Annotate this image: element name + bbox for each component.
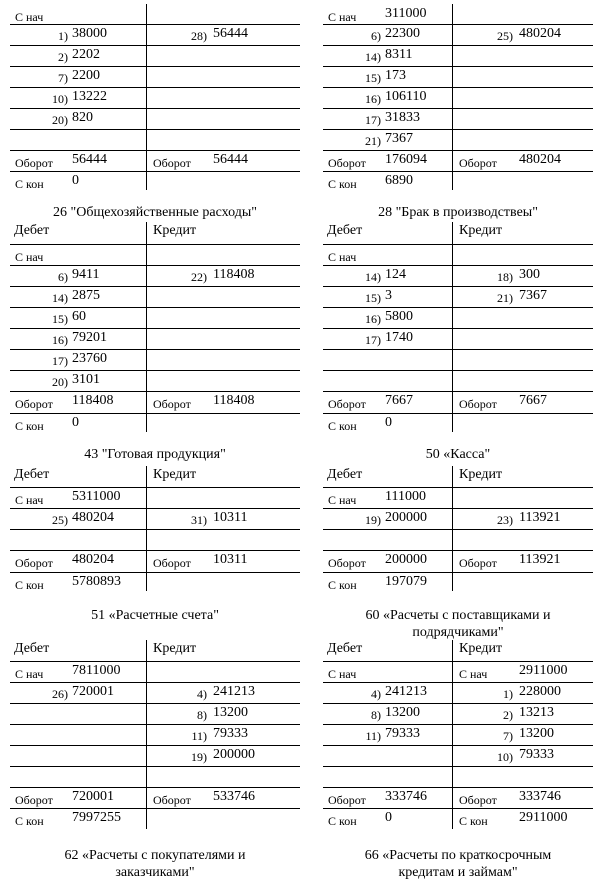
row-label: Оборот <box>459 397 497 411</box>
entry-ref: 7) <box>58 71 68 85</box>
debit-header: Дебет <box>327 223 363 238</box>
entry-ref: 20) <box>52 375 68 389</box>
credit-header: Кредит <box>153 467 197 482</box>
row-rule <box>323 682 593 683</box>
debit-amount: 9411 <box>72 267 100 282</box>
debit-amount: 7997255 <box>72 810 121 825</box>
row-rule <box>323 307 593 308</box>
row-rule <box>323 129 593 130</box>
credit-amount: 2911000 <box>519 810 568 825</box>
debit-amount: 0 <box>72 415 79 430</box>
row-rule <box>323 808 593 809</box>
row-label: С нач <box>459 667 488 681</box>
account-divider <box>452 244 453 432</box>
debit-amount: 311000 <box>385 6 427 21</box>
entry-ref: 15) <box>365 71 381 85</box>
row-rule <box>323 108 593 109</box>
debit-header: Дебет <box>14 641 50 656</box>
row-rule <box>323 391 593 392</box>
debit-amount: 2875 <box>72 288 100 303</box>
header-rule <box>323 661 593 662</box>
entry-ref: 19) <box>365 513 381 527</box>
row-rule <box>10 265 300 266</box>
header-divider <box>146 640 147 661</box>
row-rule <box>10 349 300 350</box>
row-label: Оборот <box>15 556 53 570</box>
credit-amount: 10311 <box>213 510 248 525</box>
row-label: Оборот <box>459 556 497 570</box>
row-rule <box>323 286 593 287</box>
entry-ref: 20) <box>52 113 68 127</box>
debit-amount: 56444 <box>72 152 107 167</box>
row-label: С нач <box>328 493 357 507</box>
debit-amount: 13200 <box>385 705 420 720</box>
row-rule <box>323 45 593 46</box>
account-title: 51 «Расчетные счета" <box>91 608 219 623</box>
credit-amount: 113921 <box>519 552 561 567</box>
row-label: Оборот <box>15 793 53 807</box>
row-rule <box>10 66 300 67</box>
header-rule <box>10 487 300 488</box>
debit-amount: 241213 <box>385 684 427 699</box>
credit-header: Кредит <box>459 467 503 482</box>
debit-amount: 7367 <box>385 131 413 146</box>
debit-amount: 2202 <box>72 47 100 62</box>
debit-amount: 0 <box>385 415 392 430</box>
row-label: С нач <box>15 250 44 264</box>
credit-amount: 480204 <box>519 26 561 41</box>
entry-ref: 4) <box>197 687 207 701</box>
debit-amount: 13222 <box>72 89 107 104</box>
row-label: С нач <box>328 10 357 24</box>
row-rule <box>323 787 593 788</box>
entry-ref: 6) <box>58 270 68 284</box>
row-label: С кон <box>15 578 44 592</box>
account-title: 26 "Общехозяйственные расходы" <box>53 205 257 220</box>
row-rule <box>10 24 300 25</box>
row-rule <box>323 66 593 67</box>
debit-amount: 3 <box>385 288 392 303</box>
row-label: С кон <box>459 814 488 828</box>
row-label: Оборот <box>328 397 366 411</box>
entry-ref: 10) <box>497 750 513 764</box>
entry-ref: 17) <box>365 113 381 127</box>
credit-amount: 118408 <box>213 267 255 282</box>
debit-amount: 3101 <box>72 372 100 387</box>
debit-amount: 480204 <box>72 510 114 525</box>
debit-amount: 38000 <box>72 26 107 41</box>
credit-header: Кредит <box>153 641 197 656</box>
row-rule <box>10 129 300 130</box>
row-rule <box>10 682 300 683</box>
credit-amount: 7667 <box>519 393 547 408</box>
row-rule <box>10 370 300 371</box>
entry-ref: 2) <box>58 50 68 64</box>
row-rule <box>10 307 300 308</box>
credit-amount: 300 <box>519 267 540 282</box>
account-title: кредитам и займам" <box>398 865 518 880</box>
credit-amount: 56444 <box>213 152 248 167</box>
row-rule <box>10 508 300 509</box>
credit-amount: 113921 <box>519 510 561 525</box>
debit-amount: 23760 <box>72 351 107 366</box>
row-rule <box>10 550 300 551</box>
entry-ref: 1) <box>503 687 513 701</box>
row-label: С кон <box>328 814 357 828</box>
row-rule <box>10 572 300 573</box>
debit-amount: 200000 <box>385 510 427 525</box>
entry-ref: 16) <box>365 92 381 106</box>
account-divider <box>146 4 147 190</box>
debit-header: Дебет <box>327 641 363 656</box>
entry-ref: 22) <box>191 270 207 284</box>
row-label: С кон <box>15 814 44 828</box>
row-label: С кон <box>328 419 357 433</box>
row-rule <box>10 529 300 530</box>
account-divider <box>452 4 453 190</box>
debit-amount: 8311 <box>385 47 413 62</box>
debit-amount: 6890 <box>385 173 413 188</box>
header-divider <box>452 222 453 244</box>
debit-amount: 5780893 <box>72 574 121 589</box>
row-rule <box>323 171 593 172</box>
row-rule <box>10 87 300 88</box>
row-rule <box>323 529 593 530</box>
credit-amount: 480204 <box>519 152 561 167</box>
account-title: 60 «Расчеты с поставщиками и <box>365 608 551 623</box>
row-rule <box>10 703 300 704</box>
row-label: Оборот <box>459 156 497 170</box>
row-label: С кон <box>328 177 357 191</box>
entry-ref: 17) <box>52 354 68 368</box>
row-label: С кон <box>15 419 44 433</box>
entry-ref: 26) <box>52 687 68 701</box>
credit-header: Кредит <box>459 223 503 238</box>
header-divider <box>452 466 453 487</box>
debit-amount: 60 <box>72 309 86 324</box>
entry-ref: 16) <box>52 333 68 347</box>
row-label: Оборот <box>15 156 53 170</box>
row-rule <box>10 745 300 746</box>
debit-amount: 5311000 <box>72 489 121 504</box>
row-rule <box>323 703 593 704</box>
entry-ref: 10) <box>52 92 68 106</box>
debit-amount: 22300 <box>385 26 420 41</box>
row-label: С кон <box>328 578 357 592</box>
row-rule <box>10 171 300 172</box>
entry-ref: 21) <box>365 134 381 148</box>
debit-amount: 124 <box>385 267 406 282</box>
row-label: С кон <box>15 177 44 191</box>
debit-amount: 480204 <box>72 552 114 567</box>
credit-amount: 79333 <box>519 747 554 762</box>
debit-amount: 79333 <box>385 726 420 741</box>
row-rule <box>323 349 593 350</box>
account-divider <box>452 487 453 591</box>
row-rule <box>323 550 593 551</box>
row-rule <box>323 413 593 414</box>
entry-ref: 25) <box>52 513 68 527</box>
row-rule <box>323 87 593 88</box>
debit-amount: 200000 <box>385 552 427 567</box>
row-rule <box>10 787 300 788</box>
entry-ref: 17) <box>365 333 381 347</box>
header-divider <box>146 466 147 487</box>
account-divider <box>146 244 147 432</box>
row-rule <box>10 286 300 287</box>
debit-amount: 5800 <box>385 309 413 324</box>
credit-amount: 13200 <box>519 726 554 741</box>
account-title: 50 «Касса" <box>425 447 491 462</box>
debit-amount: 7811000 <box>72 663 121 678</box>
entry-ref: 14) <box>365 50 381 64</box>
row-label: Оборот <box>328 156 366 170</box>
row-label: Оборот <box>153 556 191 570</box>
header-rule <box>10 661 300 662</box>
account-title: подрядчиками" <box>412 625 504 640</box>
entry-ref: 15) <box>365 291 381 305</box>
credit-amount: 228000 <box>519 684 561 699</box>
account-title: 62 «Расчеты с покупателями и <box>64 848 246 863</box>
row-rule <box>323 724 593 725</box>
credit-amount: 200000 <box>213 747 255 762</box>
credit-amount: 56444 <box>213 26 248 41</box>
credit-amount: 333746 <box>519 789 561 804</box>
entry-ref: 31) <box>191 513 207 527</box>
entry-ref: 6) <box>371 29 381 43</box>
debit-amount: 118408 <box>72 393 114 408</box>
debit-amount: 7667 <box>385 393 413 408</box>
row-rule <box>10 108 300 109</box>
row-rule <box>323 370 593 371</box>
debit-amount: 0 <box>385 810 392 825</box>
debit-amount: 106110 <box>385 89 427 104</box>
entry-ref: 8) <box>371 708 381 722</box>
row-rule <box>323 328 593 329</box>
credit-amount: 13200 <box>213 705 248 720</box>
credit-amount: 241213 <box>213 684 255 699</box>
header-rule <box>10 244 300 245</box>
row-label: Оборот <box>153 156 191 170</box>
row-rule <box>10 413 300 414</box>
row-label: Оборот <box>15 397 53 411</box>
debit-amount: 31833 <box>385 110 420 125</box>
account-title: 66 «Расчеты по краткосрочным <box>364 848 552 863</box>
row-label: Оборот <box>328 556 366 570</box>
row-label: Оборот <box>153 397 191 411</box>
row-label: С нач <box>15 10 44 24</box>
row-rule <box>323 766 593 767</box>
row-rule <box>323 24 593 25</box>
entry-ref: 4) <box>371 687 381 701</box>
debit-header: Дебет <box>14 223 50 238</box>
row-label: С нач <box>328 250 357 264</box>
row-label: С нач <box>328 667 357 681</box>
row-label: Оборот <box>153 793 191 807</box>
header-divider <box>146 222 147 244</box>
entry-ref: 18) <box>497 270 513 284</box>
credit-amount: 13213 <box>519 705 554 720</box>
account-title: заказчиками" <box>115 865 195 880</box>
account-title: 28 "Брак в производствеы" <box>378 205 538 220</box>
entry-ref: 2) <box>503 708 513 722</box>
debit-amount: 111000 <box>385 489 426 504</box>
entry-ref: 11) <box>191 729 207 743</box>
debit-amount: 720001 <box>72 789 114 804</box>
row-label: Оборот <box>328 793 366 807</box>
entry-ref: 1) <box>58 29 68 43</box>
debit-amount: 197079 <box>385 574 427 589</box>
row-rule <box>10 328 300 329</box>
debit-amount: 720001 <box>72 684 114 699</box>
account-divider <box>146 487 147 591</box>
header-rule <box>323 244 593 245</box>
entry-ref: 8) <box>197 708 207 722</box>
entry-ref: 15) <box>52 312 68 326</box>
entry-ref: 11) <box>365 729 381 743</box>
account-title: 43 "Готовая продукция" <box>84 447 226 462</box>
debit-amount: 176094 <box>385 152 427 167</box>
entry-ref: 14) <box>365 270 381 284</box>
row-label: С нач <box>15 493 44 507</box>
entry-ref: 7) <box>503 729 513 743</box>
debit-amount: 333746 <box>385 789 427 804</box>
debit-amount: 820 <box>72 110 93 125</box>
credit-amount: 7367 <box>519 288 547 303</box>
row-rule <box>323 745 593 746</box>
credit-amount: 2911000 <box>519 663 568 678</box>
credit-amount: 79333 <box>213 726 248 741</box>
credit-amount: 533746 <box>213 789 255 804</box>
row-rule <box>323 508 593 509</box>
credit-header: Кредит <box>153 223 197 238</box>
credit-amount: 10311 <box>213 552 248 567</box>
entry-ref: 23) <box>497 513 513 527</box>
debit-amount: 173 <box>385 68 406 83</box>
entry-ref: 16) <box>365 312 381 326</box>
row-rule <box>10 808 300 809</box>
row-rule <box>10 150 300 151</box>
entry-ref: 21) <box>497 291 513 305</box>
row-rule <box>10 766 300 767</box>
entry-ref: 19) <box>191 750 207 764</box>
entry-ref: 14) <box>52 291 68 305</box>
debit-header: Дебет <box>327 467 363 482</box>
header-rule <box>323 487 593 488</box>
row-label: С нач <box>15 667 44 681</box>
debit-amount: 1740 <box>385 330 413 345</box>
credit-header: Кредит <box>459 641 503 656</box>
debit-header: Дебет <box>14 467 50 482</box>
row-rule <box>10 45 300 46</box>
credit-amount: 118408 <box>213 393 255 408</box>
entry-ref: 28) <box>191 29 207 43</box>
header-divider <box>452 640 453 661</box>
entry-ref: 25) <box>497 29 513 43</box>
debit-amount: 79201 <box>72 330 107 345</box>
row-rule <box>323 572 593 573</box>
debit-amount: 2200 <box>72 68 100 83</box>
row-rule <box>323 265 593 266</box>
row-rule <box>10 391 300 392</box>
row-rule <box>10 724 300 725</box>
debit-amount: 0 <box>72 173 79 188</box>
row-label: Оборот <box>459 793 497 807</box>
row-rule <box>323 150 593 151</box>
